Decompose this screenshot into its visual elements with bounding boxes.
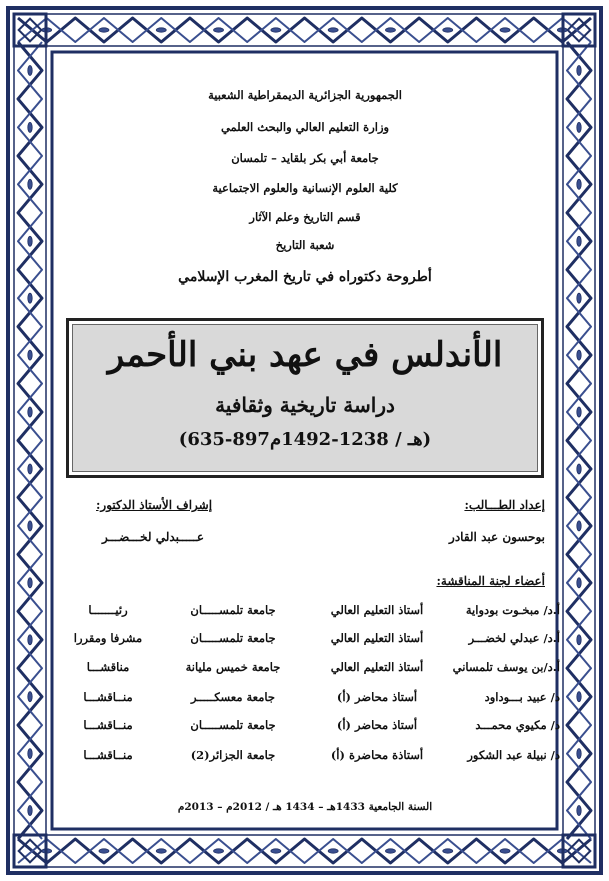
member-rank: أستاذ التعليم العالي (330, 660, 424, 674)
member-role: منــاقشـــا (83, 718, 133, 732)
committee-row (60, 718, 560, 740)
thesis-title: الأندلس في عهد بني الأحمر (107, 335, 503, 375)
committee-row (60, 748, 560, 770)
department-name: قسم التاريخ وعلم الآثار (249, 210, 361, 224)
member-university: جامعة الجزائر(2) (190, 748, 276, 762)
thesis-dates: (635-897هـ / 1238-1492م) (178, 429, 432, 450)
title-box (66, 318, 544, 478)
member-name: أ.د/بن يوسف تلمساني (452, 660, 560, 674)
thesis-type: أطروحة دكتوراه في تاريخ المغرب الإسلامي (178, 269, 432, 285)
supervisor-label: إشراف الأستاذ الدكتور: (96, 498, 213, 512)
prepared-by-label: إعداد الطـــالب: (464, 498, 545, 512)
committee-row (60, 631, 560, 653)
faculty-name: كلية العلوم الإنسانية والعلوم الاجتماعية (212, 181, 398, 195)
member-rank: أستاذة محاضرة (أ) (330, 748, 424, 762)
member-role: مشرفا ومقررا (73, 631, 143, 645)
member-university: جامعة تلمســـــان (190, 718, 276, 732)
member-role: منــاقشـــا (83, 690, 133, 704)
member-university: جامعة تلمســـــان (190, 631, 276, 645)
member-name: أ.د/ مبخـوت بودواية (465, 603, 560, 617)
member-rank: أستاذ التعليم العالي (330, 631, 424, 645)
republic-name: الجمهورية الجزائرية الديمقراطية الشعبية (208, 88, 402, 102)
student-name: بوحسون عبد القادر (449, 530, 545, 544)
member-rank: أستاذ محاضر (أ) (336, 718, 418, 732)
member-university: جامعة تلمســـــان (190, 603, 276, 617)
thesis-subtitle: دراسة تاريخية وثقافية (215, 393, 395, 417)
member-university: جامعة خميس مليانة (185, 660, 281, 674)
member-rank: أستاذ محاضر (أ) (336, 690, 418, 704)
member-name: أ.د/ عبدلي لخضـــر (468, 631, 560, 645)
branch-name: شعبة التاريخ (275, 238, 335, 252)
member-role: منــاقشـــا (83, 748, 133, 762)
member-name: د/ عبيد بـــوداود (484, 690, 560, 704)
member-rank: أستاذ التعليم العالي (330, 603, 424, 617)
university-name: جامعة أبي بكر بلقايد – تلمسان (231, 151, 379, 165)
member-role: رئيـــــــا (88, 603, 128, 617)
member-role: مناقشـــا (86, 660, 130, 674)
committee-row (60, 603, 560, 625)
member-name: د/ مكيوي محمـــد (475, 718, 560, 732)
supervisor-name: عـــــبدلي لخـــضـــر (102, 530, 205, 544)
member-university: جامعة معسكـــــر (191, 690, 275, 704)
ministry-name: وزارة التعليم العالي والبحث العلمي (220, 120, 390, 134)
academic-year: السنة الجامعية 1433هـ – 1434 هـ / 2012م – 2013م (177, 801, 433, 813)
committee-row (60, 690, 560, 712)
committee-label: أعضاء لجنة المناقشة: (436, 574, 545, 588)
committee-row (60, 660, 560, 682)
member-name: د/ نبيلة عبد الشكور (467, 748, 560, 762)
